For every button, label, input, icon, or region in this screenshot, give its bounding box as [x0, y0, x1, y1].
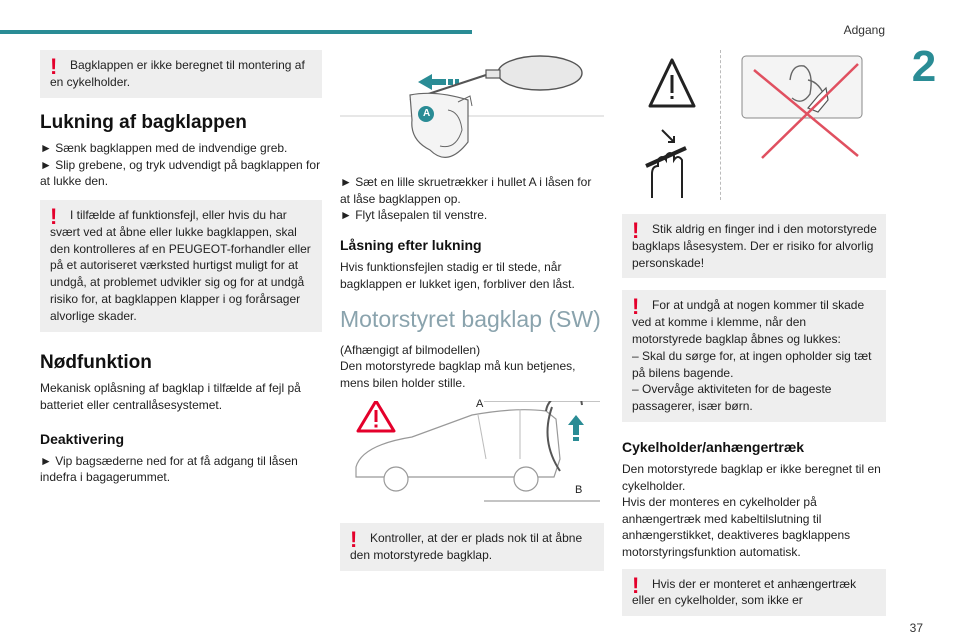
car-clearance-figure [340, 398, 604, 509]
warning-text: Hvis der er monteret et anhængertræk eller en cykelholder, som ikke er [632, 576, 857, 608]
step-text: ► Sæt en lille skruetrækker i hullet A i låsen for at låse bagklappen op. [340, 175, 592, 206]
warning-text: I tilfælde af funktionsfejl, eller hvis du har svært ved at åbne eller lukke bagklappen, skal den kontrolleres af en PEUGEOT-forhandler eller på et autoriseret værksted hurtigst muligt for at undgå, at problemet udvikler sig og for at undgå risiko for, at bagklappen klapper i og forårsager alvorlige skader. [50, 208, 311, 323]
warning-box [622, 214, 886, 278]
finger-warning-illustration [622, 50, 886, 202]
exclamation-icon: ! [50, 54, 58, 79]
body-text: Den motorstyrede bagklap må kun betjenes, mens bilen holder stille. [340, 359, 576, 390]
subheading-deaktivering: Deaktivering [40, 430, 125, 447]
warning-bullet: – Skal du sørge for, at ingen opholder sig tæt på bilens bagende. [632, 348, 872, 380]
warning-text: Kontroller, at der er plads nok til at åbne den motorstyrede bagklap. [350, 531, 583, 563]
warning-box [622, 569, 886, 617]
hand-pinch-icon [646, 130, 686, 198]
section-heading-nodfunktion: Nødfunktion [40, 351, 152, 373]
warning-triangle-icon [650, 60, 694, 106]
exclamation-icon: ! [50, 204, 58, 230]
warning-bullet: – Overvåge aktiviteten for de bageste passagerer, især børn. [632, 382, 832, 414]
exclamation-icon: ! [350, 527, 358, 553]
finger-warning-figure [622, 50, 886, 202]
dimension-label-b: B [575, 484, 583, 497]
section-heading-motorstyret: Motorstyret bagklap (SW) [340, 306, 601, 333]
lock-illustration [340, 50, 604, 166]
body-text: Den motorstyrede bagklap er ikke beregnet til en cykelholder. [622, 462, 881, 493]
dimension-label-a: A [476, 398, 484, 411]
page-number: 37 [909, 621, 923, 635]
column-2 [340, 50, 604, 583]
header-accent-bar [0, 30, 472, 34]
section-heading-lukning: Lukning af bagklappen [40, 111, 247, 133]
lock-figure [340, 50, 604, 166]
warning-box [340, 523, 604, 571]
column-1 [40, 50, 322, 492]
subheading-cykelholder: Cykelholder/anhængertræk [622, 438, 805, 455]
header-section-title: Adgang [843, 23, 885, 37]
warning-text: Bagklappen er ikke beregnet til montering af en cykelholder. [50, 58, 305, 89]
body-text: Hvis der monteres en cykelholder på anhængertræk med kabeltilslutning til anhængerstikket, deaktiveres bagklappens motorstyringsfunktion automatisk. [622, 495, 851, 560]
subheading-lasning: Låsning efter lukning [340, 236, 482, 253]
warning-text: Stik aldrig en finger ind i den motorstyrede bagklaps låsesystem. Der er risiko for alvorlig personskade! [632, 222, 877, 270]
column-3 [622, 50, 886, 628]
warning-text: For at undgå at nogen kommer til skade ved at komme i klemme, når den motorstyrede bagklap åbnes og lukkes: [632, 298, 865, 346]
car-illustration [340, 401, 604, 509]
warning-box [622, 290, 886, 422]
step-text: ► Vip bagsæderne ned for at få adgang til låsen indefra i bagagerummet. [40, 453, 298, 485]
chapter-number: 2 [888, 36, 960, 98]
body-text: (Afhængigt af bilmodellen) [340, 342, 481, 357]
warning-box [40, 50, 322, 98]
warning-triangle-icon [358, 401, 394, 431]
exclamation-icon: ! [632, 294, 640, 320]
body-text: Mekanisk oplåsning af bagklap i tilfælde af fejl på batteriet eller centrallåsesystemet. [40, 381, 301, 412]
warning-box [40, 200, 322, 332]
step-text: ► Sænk bagklappen med de indvendige greb. [40, 141, 288, 156]
exclamation-icon: ! [632, 572, 640, 598]
direction-arrow-icon [418, 74, 459, 90]
body-text: Hvis funktionsfejlen stadig er til stede, når bagklappen er lukket igen, forbliver den låst. [340, 259, 575, 291]
crossed-lock-icon [742, 56, 862, 158]
figure-label-a: A [423, 108, 431, 119]
step-text: ► Flyt låsepalen til venstre. [340, 208, 488, 223]
direction-arrow-icon [568, 415, 584, 441]
exclamation-icon: ! [632, 218, 640, 243]
step-text: ► Slip grebene, og tryk udvendigt på bagklappen for at lukke den. [40, 157, 321, 189]
